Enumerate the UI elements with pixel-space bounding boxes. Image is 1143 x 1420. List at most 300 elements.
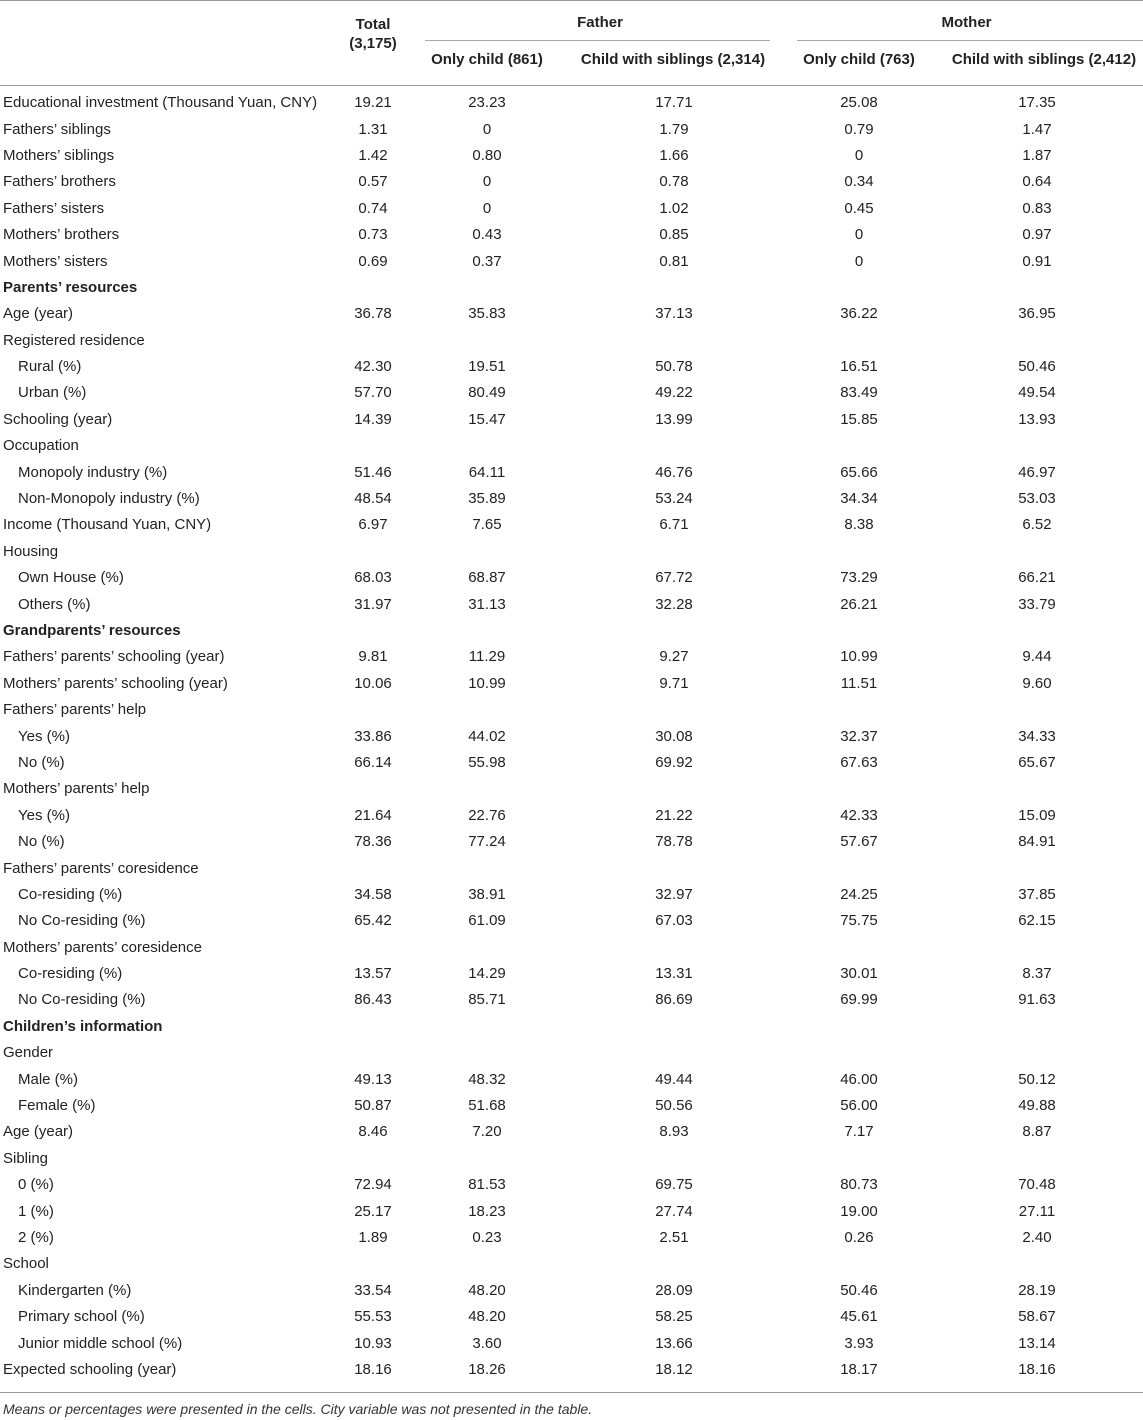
- value-cell: 0.26: [844, 1228, 874, 1246]
- value-cell: 28.19: [1018, 1281, 1056, 1299]
- table-row: [0, 935, 1143, 961]
- value-cell: 36.95: [1018, 305, 1056, 323]
- value-cell: 50.78: [655, 358, 693, 376]
- row-label: Fathers’ brothers: [3, 173, 116, 191]
- value-cell: 1.66: [659, 146, 689, 164]
- value-cell: [931, 776, 1143, 802]
- value-cell: [561, 539, 787, 565]
- value-cell: 46.97: [1018, 463, 1056, 481]
- value-cell: [787, 1251, 931, 1277]
- value-cell: 86.43: [354, 991, 392, 1009]
- value-cell: 0.85: [659, 226, 689, 244]
- table-row: [0, 486, 1143, 512]
- value-cell: 1.42: [358, 146, 388, 164]
- row-label: Mothers’ brothers: [3, 226, 120, 244]
- table-row: [0, 328, 1143, 354]
- table-row: [0, 961, 1143, 987]
- table-row: [0, 803, 1143, 829]
- value-cell: [413, 275, 561, 301]
- value-cell: 64.11: [468, 463, 506, 481]
- value-cell: 48.20: [468, 1281, 506, 1299]
- table-row: [0, 1304, 1143, 1330]
- row-label: Fathers’ sisters: [3, 199, 105, 217]
- value-cell: [561, 618, 787, 644]
- header-father: Father: [577, 14, 623, 31]
- row-label: Mothers’ sisters: [3, 252, 108, 270]
- table-row: [0, 143, 1143, 169]
- value-cell: [561, 328, 787, 354]
- table-row: [0, 90, 1143, 116]
- value-cell: 85.71: [468, 991, 506, 1009]
- table-row: [0, 222, 1143, 248]
- value-cell: 13.93: [1018, 410, 1056, 428]
- header-mother-only-child: Only child (763): [803, 51, 915, 68]
- value-cell: 6.71: [659, 516, 689, 534]
- value-cell: [561, 776, 787, 802]
- value-cell: 33.86: [354, 727, 392, 745]
- value-cell: [333, 433, 413, 459]
- value-cell: 80.73: [840, 1176, 878, 1194]
- value-cell: 2.40: [1022, 1228, 1052, 1246]
- value-cell: [787, 539, 931, 565]
- row-label: Monopoly industry (%): [18, 463, 168, 481]
- value-cell: [931, 1014, 1143, 1040]
- value-cell: [561, 275, 787, 301]
- value-cell: 10.99: [840, 648, 878, 666]
- value-cell: [413, 1146, 561, 1172]
- value-cell: 9.71: [659, 674, 689, 692]
- row-label: No Co-residing (%): [18, 991, 146, 1009]
- value-cell: 9.44: [1022, 648, 1052, 666]
- value-cell: 91.63: [1018, 991, 1056, 1009]
- table-row: [0, 512, 1143, 538]
- table-row: [0, 1330, 1143, 1356]
- value-cell: [787, 618, 931, 644]
- value-cell: 50.12: [1018, 1070, 1056, 1088]
- value-cell: 46.76: [655, 463, 693, 481]
- value-cell: 7.65: [472, 516, 502, 534]
- value-cell: 0.34: [844, 173, 874, 191]
- value-cell: [561, 1146, 787, 1172]
- table-row: [0, 591, 1143, 617]
- value-cell: 58.25: [655, 1308, 693, 1326]
- table-row: [0, 829, 1143, 855]
- value-cell: [787, 1040, 931, 1066]
- value-cell: 33.54: [354, 1281, 392, 1299]
- value-cell: 66.14: [354, 753, 392, 771]
- table-row: [0, 1119, 1143, 1145]
- table-row: [0, 565, 1143, 591]
- value-cell: 48.54: [354, 490, 392, 508]
- value-cell: 18.16: [354, 1360, 392, 1378]
- row-label: Rural (%): [18, 358, 82, 376]
- value-cell: 27.11: [1018, 1202, 1056, 1220]
- value-cell: 1.31: [358, 120, 388, 138]
- value-cell: 1.89: [358, 1228, 388, 1246]
- row-label: Urban (%): [18, 384, 87, 402]
- row-label: School: [3, 1255, 49, 1273]
- value-cell: 21.22: [655, 806, 693, 824]
- value-cell: 57.70: [354, 384, 392, 402]
- value-cell: [333, 855, 413, 881]
- section-header-row: [0, 618, 1143, 644]
- value-cell: 68.87: [468, 569, 506, 587]
- value-cell: 26.21: [840, 595, 878, 613]
- value-cell: 34.33: [1018, 727, 1056, 745]
- value-cell: 25.17: [354, 1202, 392, 1220]
- value-cell: [787, 697, 931, 723]
- value-cell: 8.46: [358, 1123, 388, 1141]
- value-cell: 0.37: [472, 252, 502, 270]
- value-cell: 9.60: [1022, 674, 1052, 692]
- value-cell: [787, 433, 931, 459]
- value-cell: 37.85: [1018, 885, 1056, 903]
- section-header-row: [0, 275, 1143, 301]
- value-cell: [333, 275, 413, 301]
- value-cell: 0.80: [472, 146, 502, 164]
- row-label: Expected schooling (year): [3, 1360, 177, 1378]
- value-cell: 19.51: [468, 358, 506, 376]
- table-row: [0, 1357, 1143, 1383]
- row-label: Gender: [3, 1044, 54, 1062]
- value-cell: 1.79: [659, 120, 689, 138]
- value-cell: [931, 433, 1143, 459]
- row-label: 0 (%): [18, 1176, 54, 1194]
- table-row: [0, 1172, 1143, 1198]
- value-cell: 0.83: [1022, 199, 1052, 217]
- value-cell: 25.08: [840, 94, 878, 112]
- value-cell: 19.00: [840, 1202, 878, 1220]
- value-cell: 67.03: [655, 912, 693, 930]
- value-cell: [931, 1146, 1143, 1172]
- section-header-row: [0, 1014, 1143, 1040]
- value-cell: 22.76: [468, 806, 506, 824]
- value-cell: 10.93: [354, 1334, 392, 1352]
- value-cell: 0.79: [844, 120, 874, 138]
- value-cell: [561, 1040, 787, 1066]
- value-cell: [413, 855, 561, 881]
- value-cell: 72.94: [354, 1176, 392, 1194]
- value-cell: 3.60: [472, 1334, 502, 1352]
- row-label: Grandparents’ resources: [3, 622, 181, 639]
- value-cell: 49.44: [655, 1070, 693, 1088]
- row-label: Own House (%): [18, 569, 124, 587]
- row-label: Co-residing (%): [18, 965, 123, 983]
- value-cell: 46.00: [840, 1070, 878, 1088]
- value-cell: 32.37: [840, 727, 878, 745]
- value-cell: [413, 1040, 561, 1066]
- value-cell: 0.23: [472, 1228, 502, 1246]
- header-bottom-rule: [0, 85, 1143, 86]
- table-row: [0, 380, 1143, 406]
- value-cell: 33.79: [1018, 595, 1056, 613]
- value-cell: 49.54: [1018, 384, 1056, 402]
- value-cell: [333, 618, 413, 644]
- value-cell: 0: [482, 173, 492, 191]
- value-cell: [333, 1251, 413, 1277]
- table-row: [0, 882, 1143, 908]
- value-cell: [787, 275, 931, 301]
- value-cell: 3.93: [844, 1334, 874, 1352]
- value-cell: [413, 697, 561, 723]
- value-cell: 18.23: [468, 1202, 506, 1220]
- value-cell: 10.99: [468, 674, 506, 692]
- table-top-rule: [0, 0, 1143, 1]
- value-cell: 49.13: [354, 1070, 392, 1088]
- value-cell: 0: [482, 120, 492, 138]
- value-cell: [931, 275, 1143, 301]
- table-bottom-rule: [0, 1392, 1143, 1393]
- value-cell: 1.47: [1022, 120, 1052, 138]
- value-cell: 1.02: [659, 199, 689, 217]
- header-mother: Mother: [941, 14, 992, 31]
- value-cell: 30.08: [655, 727, 693, 745]
- table-row: [0, 539, 1143, 565]
- value-cell: 78.78: [655, 833, 693, 851]
- data-table: [0, 90, 1143, 1383]
- value-cell: [931, 618, 1143, 644]
- header-total-n: (3,175): [349, 35, 397, 52]
- row-label: No (%): [18, 833, 65, 851]
- value-cell: [931, 1251, 1143, 1277]
- value-cell: 55.53: [354, 1308, 392, 1326]
- value-cell: 53.03: [1018, 490, 1056, 508]
- row-label: Parents’ resources: [3, 278, 138, 296]
- table-row: [0, 116, 1143, 142]
- value-cell: 28.09: [655, 1281, 693, 1299]
- value-cell: [413, 1014, 561, 1040]
- value-cell: [413, 776, 561, 802]
- value-cell: [413, 433, 561, 459]
- value-cell: 0.43: [472, 226, 502, 244]
- value-cell: 0.64: [1022, 173, 1052, 191]
- value-cell: 8.93: [659, 1123, 689, 1141]
- row-label: Fathers’ parents’ coresidence: [3, 859, 199, 877]
- value-cell: 67.63: [840, 753, 878, 771]
- value-cell: [413, 328, 561, 354]
- value-cell: 65.67: [1018, 753, 1056, 771]
- value-cell: 23.23: [468, 94, 506, 112]
- value-cell: [787, 776, 931, 802]
- value-cell: 42.33: [840, 806, 878, 824]
- table-row: [0, 697, 1143, 723]
- value-cell: [561, 855, 787, 881]
- table-row: [0, 407, 1143, 433]
- row-label: Male (%): [18, 1070, 79, 1088]
- table-row: [0, 776, 1143, 802]
- value-cell: [561, 935, 787, 961]
- value-cell: 0.97: [1022, 226, 1052, 244]
- row-label: Registered residence: [3, 331, 145, 349]
- value-cell: 32.28: [655, 595, 693, 613]
- header-father-only-child: Only child (861): [431, 51, 543, 68]
- value-cell: [333, 935, 413, 961]
- table-row: [0, 196, 1143, 222]
- value-cell: 50.46: [1018, 358, 1056, 376]
- value-cell: 34.58: [354, 885, 392, 903]
- value-cell: 8.38: [844, 516, 874, 534]
- value-cell: 15.47: [468, 410, 506, 428]
- value-cell: [787, 1014, 931, 1040]
- value-cell: 13.66: [655, 1334, 693, 1352]
- table-footnote: Means or percentages were presented in the cells. City variable was not presented in the table.: [3, 1401, 593, 1417]
- row-label: Fathers’ siblings: [3, 120, 111, 138]
- table-row: [0, 855, 1143, 881]
- value-cell: 0.45: [844, 199, 874, 217]
- value-cell: [413, 1251, 561, 1277]
- row-label: Occupation: [3, 437, 79, 455]
- row-label: No Co-residing (%): [18, 912, 146, 930]
- value-cell: 56.00: [840, 1097, 878, 1115]
- table-row: [0, 1225, 1143, 1251]
- value-cell: 36.22: [840, 305, 878, 323]
- value-cell: 17.71: [655, 94, 693, 112]
- table-row: [0, 248, 1143, 274]
- table-row: [0, 1040, 1143, 1066]
- value-cell: 0: [854, 252, 864, 270]
- value-cell: 84.91: [1018, 833, 1056, 851]
- row-label: Mothers’ parents’ coresidence: [3, 938, 202, 956]
- table-row: [0, 1278, 1143, 1304]
- value-cell: 0.78: [659, 173, 689, 191]
- value-cell: 30.01: [840, 965, 878, 983]
- row-label: Yes (%): [18, 727, 70, 745]
- table-row: [0, 908, 1143, 934]
- value-cell: 36.78: [354, 305, 392, 323]
- table-row: [0, 301, 1143, 327]
- value-cell: [561, 697, 787, 723]
- row-label: Female (%): [18, 1097, 96, 1115]
- value-cell: [413, 935, 561, 961]
- value-cell: [787, 935, 931, 961]
- row-label: Housing: [3, 542, 59, 560]
- value-cell: 18.12: [655, 1360, 693, 1378]
- table-row: [0, 750, 1143, 776]
- value-cell: [931, 1040, 1143, 1066]
- value-cell: 50.56: [655, 1097, 693, 1115]
- table-row: [0, 459, 1143, 485]
- value-cell: 18.26: [468, 1360, 506, 1378]
- value-cell: 69.75: [655, 1176, 693, 1194]
- row-label: Children’s information: [3, 1017, 163, 1035]
- value-cell: 66.21: [1018, 569, 1056, 587]
- row-label: Others (%): [18, 595, 91, 613]
- value-cell: 58.67: [1018, 1308, 1056, 1326]
- value-cell: 35.89: [468, 490, 506, 508]
- value-cell: 14.29: [468, 965, 506, 983]
- value-cell: [787, 855, 931, 881]
- table-row: [0, 671, 1143, 697]
- value-cell: [333, 697, 413, 723]
- value-cell: 8.87: [1022, 1123, 1052, 1141]
- value-cell: 61.09: [468, 912, 506, 930]
- value-cell: [561, 433, 787, 459]
- table-row: [0, 987, 1143, 1013]
- value-cell: 69.92: [655, 753, 693, 771]
- value-cell: 65.42: [354, 912, 392, 930]
- value-cell: 11.29: [468, 648, 506, 666]
- header-total-label: Total: [355, 16, 391, 33]
- row-label: Income (Thousand Yuan, CNY): [3, 516, 212, 534]
- value-cell: 8.37: [1022, 965, 1052, 983]
- value-cell: 15.09: [1018, 806, 1056, 824]
- row-label: No (%): [18, 753, 65, 771]
- value-cell: 50.87: [354, 1097, 392, 1115]
- value-cell: 51.68: [468, 1097, 506, 1115]
- value-cell: [333, 539, 413, 565]
- value-cell: [931, 935, 1143, 961]
- father-group-underline: [425, 40, 770, 41]
- value-cell: 53.24: [655, 490, 693, 508]
- value-cell: [333, 776, 413, 802]
- row-label: Kindergarten (%): [18, 1281, 132, 1299]
- value-cell: 18.16: [1018, 1360, 1056, 1378]
- table-row: [0, 723, 1143, 749]
- value-cell: 0.69: [358, 252, 388, 270]
- value-cell: 32.97: [655, 885, 693, 903]
- row-label: Educational investment (Thousand Yuan, CNY): [3, 94, 318, 112]
- value-cell: 42.30: [354, 358, 392, 376]
- value-cell: 83.49: [840, 384, 878, 402]
- row-label: Junior middle school (%): [18, 1334, 183, 1352]
- value-cell: 9.81: [358, 648, 388, 666]
- value-cell: [333, 1014, 413, 1040]
- value-cell: 31.13: [468, 595, 506, 613]
- value-cell: 0.74: [358, 199, 388, 217]
- value-cell: 2.51: [659, 1228, 689, 1246]
- row-label: Fathers’ parents’ help: [3, 701, 147, 719]
- table-row: [0, 169, 1143, 195]
- row-label: 2 (%): [18, 1228, 54, 1246]
- value-cell: 73.29: [840, 569, 878, 587]
- value-cell: 17.35: [1018, 94, 1056, 112]
- value-cell: 13.14: [1018, 1334, 1056, 1352]
- value-cell: 0: [482, 199, 492, 217]
- table-row: [0, 1198, 1143, 1224]
- table-body: [0, 90, 1143, 1383]
- row-label: Mothers’ parents’ help: [3, 780, 150, 798]
- row-label: Sibling: [3, 1149, 49, 1167]
- value-cell: 38.91: [468, 885, 506, 903]
- value-cell: 81.53: [468, 1176, 506, 1194]
- value-cell: 80.49: [468, 384, 506, 402]
- value-cell: 0: [854, 146, 864, 164]
- value-cell: 15.85: [840, 410, 878, 428]
- value-cell: [787, 1146, 931, 1172]
- table-row: [0, 1066, 1143, 1092]
- value-cell: 69.99: [840, 991, 878, 1009]
- value-cell: [931, 855, 1143, 881]
- value-cell: 10.06: [354, 674, 392, 692]
- table-row: [0, 644, 1143, 670]
- value-cell: 18.17: [840, 1360, 878, 1378]
- value-cell: 37.13: [655, 305, 693, 323]
- table-row: [0, 433, 1143, 459]
- value-cell: [787, 328, 931, 354]
- row-label: Mothers’ siblings: [3, 146, 115, 164]
- value-cell: 65.66: [840, 463, 878, 481]
- value-cell: 14.39: [354, 410, 392, 428]
- mother-group-underline: [797, 40, 1143, 41]
- value-cell: [561, 1251, 787, 1277]
- row-label: Age (year): [3, 305, 74, 323]
- value-cell: 0.81: [659, 252, 689, 270]
- value-cell: 6.97: [358, 516, 388, 534]
- row-label: Non-Monopoly industry (%): [18, 490, 200, 508]
- value-cell: 16.51: [840, 358, 878, 376]
- value-cell: 48.32: [468, 1070, 506, 1088]
- value-cell: 13.57: [354, 965, 392, 983]
